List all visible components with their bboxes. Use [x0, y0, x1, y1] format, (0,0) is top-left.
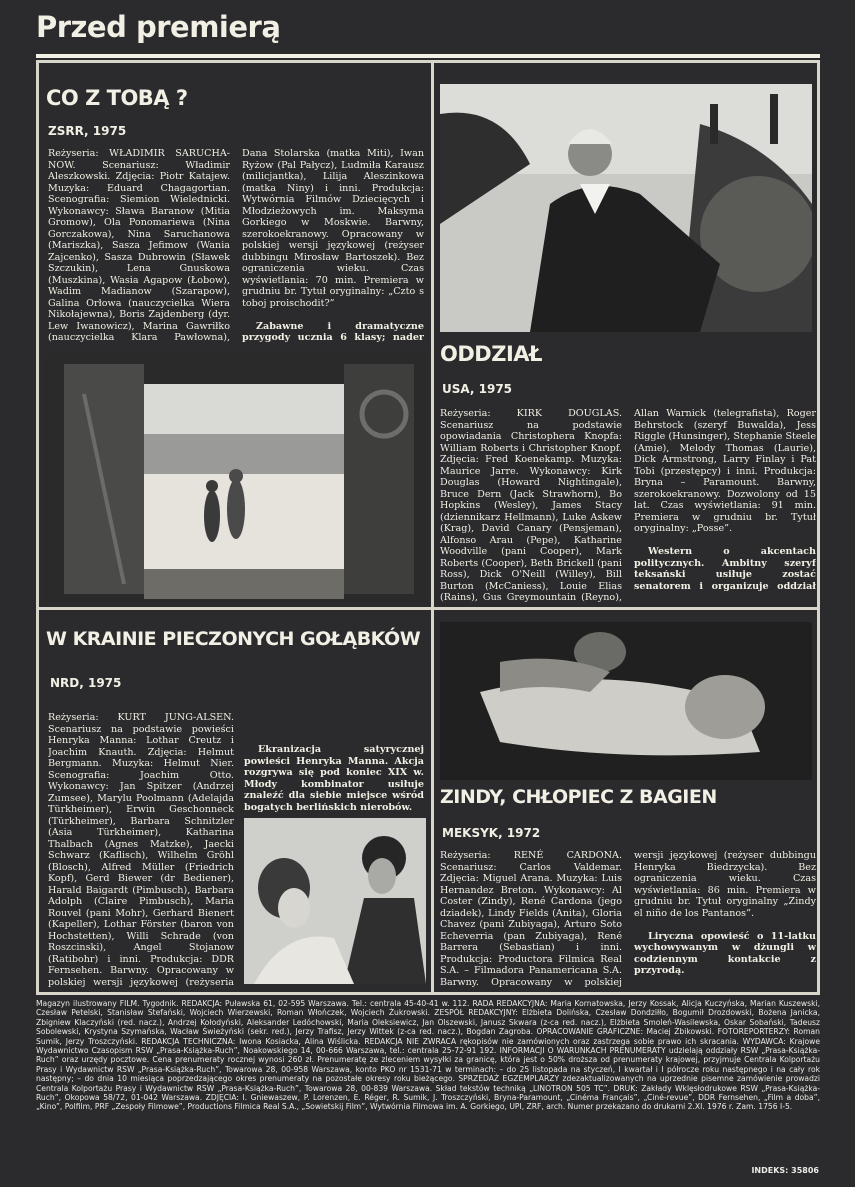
- page-header: Przed premierą: [36, 10, 281, 44]
- article-credits-text: Reżyseria: KURT JUNG-ALSEN. Scenariusz na podstawie powieści Henryka Manna: Lothar Creutz i Joachim Knauth. Zdjęcia: Helmut Bergmann. Muzyka: Helmut Nier. Scenografia: Joachim Otto. Wykonawcy: Jan Spitzer (Andrzej Zumsee), Marylu Poolmann (Adelajda Türkheimer), Erwin Geschonneck (Türkheimer), Barbara Schnitzler (Asia Türkheimer), Katharina Thalbach (Agnes Matzke), Jaecki Schwarz (Kaflisch), Wilhelm Gröhl (Blosch), Alfred Müller (Friedrich Kopf), Gerd Biewer (dr Bediener), Harald Baigardt (Pimbusch), Barbara Adolph (Claire Pimbusch), Maria Rouvel (pani Mohr), Gerhard Bienert (Kapeller), Lothar Förster (baron von Hochstetten), Willi Schrade (von Roszcinski), Angel Stojanow (Ratibohr) i inni. Produkcja: DDR Fernsehen. Barwny. Opracowany w polskiej wersji językowej (reżyseria: [48, 712, 234, 988]
- article-summary: Western o akcentach politycznych. Ambitny szeryf teksański usiłuje zostać senatorem i organizuje oddział: [634, 546, 816, 592]
- article-summary: Liryczna opowieść o 11-latku wychowywanym w dżungli w codziennym kontakcie z przyrodą.: [634, 930, 816, 976]
- article-oddzial: [440, 336, 816, 604]
- article-co-z-toba: [44, 78, 428, 348]
- header-rule: [36, 54, 820, 58]
- article-country-year: MEKSYK, 1972: [442, 826, 541, 840]
- article-credits: [440, 408, 816, 604]
- article-summary: Ekranizacja satyrycznej powieści Henryka Manna. Akcja rozgrywa się pod koniec XIX w. Młody kombinator usiłuje znaleźć dla siebie miejsce wśród bogatych berlińskich nierobów.: [244, 744, 424, 813]
- article-title: ODDZIAŁ: [440, 342, 542, 366]
- divider-horizontal: [36, 607, 820, 610]
- photo-sleeping-boy: [440, 622, 812, 780]
- index-number: INDEKS: 35806: [751, 1166, 819, 1175]
- photo-costume-couple: [244, 818, 426, 984]
- article-title: ZINDY, CHŁOPIEC Z BAGIEN: [440, 786, 717, 808]
- article-country-year: USA, 1975: [442, 382, 513, 396]
- photo-beach-doorway: [44, 354, 428, 602]
- article-title: CO Z TOBĄ ?: [46, 86, 188, 110]
- photo-western-rider: [440, 84, 812, 332]
- article-credits-text: Reżyseria: RENÉ CARDONA. Scenariusz: Carlos Valdemar. Zdjęcia: Miguel Arana. Muzyka: Luis Hernandez Breton. Wykonawcy: Al Coster (Zindy), René Cardona (jego dziadek), Lindy Fields (Anita), Gloria Chavez (pani Zubiyaga), Arturo Soto Echeverria (pan Zubiyaga), René Barrera (Sebastian) i inni. Produkcja: Productora Filmica Real S.A. – Filmadora Panamericana S.A. Barwny. Opracowany w polskiej wersji językowej (reżyser dubbingu Henryka Biedrzycka). Bez ograniczenia wieku. Czas wyświetlania: 86 min. Premiera w grudniu br. Tytuł oryginalny „Zindy el niño de los Pantanos”.: [440, 850, 816, 988]
- article-summary: Zabawne i dramatyczne przygody ucznia 6 klasy; nader: [242, 320, 424, 343]
- imprint-footer: Magazyn ilustrowany FILM. Tygodnik. REDAKCJA: Puławska 61, 02-595 Warszawa. Tel.: centrala 45-40-41 w. 112. RADA REDAKCYJNA: Maria Kornatowska, Jerzy Kossak, Alicja Kuczyńska, Marian Kuszewski, Czesław Petelski, Stanisław Stefański, Wojciech Wierzewski, Roman Włończek, Wojciech Żukrowski. ZESPÓŁ REDAKCYJNY: Elżbieta Dolińska, Czesław Dondziłło, Bogumił Drozdowski, Bożena Janicka, Zbigniew Klaczyński (red. nacz.), Andrzej Kołodyński, Aleksander Ledóchowski, Maria Oleksiewicz, Jan Olszewski, Janusz Skwara (z-ca red. nacz.), Elżbieta Smoleń-Wasilewska, Oskar Sobański, Tadeusz Sobolewski, Krystyna Szymańska, Wacław Świeżyński (sekr. red.), Jerzy Trafisz, Jerzy Wittek (z-ca red. nacz.), Bogdan Zagroba. OPRACOWANIE GRAFICZNE: Maciej Żbikowski. FOTOREPORTERZY: Roman Sumik, Jerzy Troszczyński. REDAKCJA TECHNICZNA: Iwona Kosiacka, Alina Wiślicka. REDAKCJA NIE ZWRACA rękopisów nie zamówionych oraz zastrzega sobie prawo ich skracania. WYDAWCA: Krajowe Wydawnictwo Czasopism RSW „Prasa-Książka-Ruch”, Noakowskiego 14, 00-666 Warszawa, tel.: centrala 25-72-91 192. INFORMACJI O WARUNKACH PRENUMERATY udzielają oddziały RSW „Prasa-Książka-Ruch” oraz urzędy pocztowe. Cena prenumeraty rocznej wynosi 260 zł. Prenumeratę ze zleceniem wysyłki za granicę, która jest o 50% droższa od prenumeraty krajowej, przyjmuje Centrala Kolportażu Prasy i Wydawnictw RSW „Prasa-Książka-Ruch”, Towarowa 28, 00-958 Warszawa, konto PKO nr 1531-71 w terminach: – do 25 listopada na styczeń, I kwartał i I półrocze roku następnego i na cały rok następny; – do dnia 10 miesiąca poprzedzającego okres prenumeraty na pozostałe okresy roku bieżącego. SPRZEDAŻ EGZEMPLARZY zdezaktualizowanych na uprzednie pisemne zamówienie prowadzi Centrala Kolportażu Prasy i Wydawnictw RSW „Prasa-Książka-Ruch”, Towarowa 28, 00-839 Warszawa. Skład tekstów techniką „LINOTRON 505 TC”. DRUK: Zakłady Wklęsłodrukowe RSW „Prasa-Książka-Ruch”, Okopowa 58/72, 01-042 Warszawa. ZDJĘCIA: I. Gniewaszew, P. Lorenzen, E. Réger, R. Sumik, J. Troszczyński, Bryna-Paramount, „Cinéma Français”, „Ciné-revue”, DDR Fernsehen, „Film a doba”, „Kino”, Polfilm, PRF „Zespoły Filmowe”, Productions Filmica Real S.A., „Sowietskij Film”, Wytwórnia Filmowa im. A. Gorkiego, UPI, ZRF, arch. Numer przekazano do drukarni 2.XI. 1976 r. Zam. 1756 I-5.: [36, 999, 820, 1112]
- article-country-year: NRD, 1975: [50, 676, 122, 690]
- article-credits-text: Reżyseria: KIRK DOUGLAS. Scenariusz na podstawie opowiadania Christophera Knopfa: William Roberts i Christopher Knopf. Zdjęcia: Fred Koenekamp. Muzyka: Maurice Jarre. Wykonawcy: Kirk Douglas (Howard Nightingale), Bruce Dern (Jack Strawhorn), Bo Hopkins (Wesley), James Stacy (dziennikarz Hellmann), Luke Askew (Krag), David Canary (Pensjeman), Alfonso Arau (Pepe), Katharine Woodville (pani Cooper), Mark Roberts (Cooper), Beth Brickell (pani Ross), Dick O'Neill (Willey), Bill Burton (McCaniess), Louie Elias (Rains), Gus Greymountain (Reyno), Allan Warnick (telegrafista), Roger Behrstock (szeryf Buwalda), Jess Riggle (Hunsinger), Stephanie Steele (Amie), Melody Thomas (Laurie), Dick Armstrong, Larry Finlay i Pat Tobi (przestępcy) i inni. Produkcja: Bryna – Paramount. Barwny, szerokoekranowy. Dozwolony od 15 lat. Czas wyświetlania: 91 min. Premiera w grudniu br. Tytuł oryginalny: „Posse”.: [440, 408, 816, 603]
- article-zindy: [440, 782, 816, 994]
- article-credits: [48, 712, 234, 988]
- article-credits: [440, 850, 816, 994]
- divider-vertical: [431, 60, 434, 995]
- article-credits-text: Reżyseria: WŁADIMIR SARUCHA-NOW. Scenariusz: Władimir Aleszkowski. Zdjęcia: Piotr Katajew. Muzyka: Eduard Chagagortian. Scenografia: Siemion Wielednicki. Wykonawcy: Sława Baranow (Mitia Gromow), Ola Ponomariewa (Nina Gorczakowa), Nina Saruchanowa (Mariszka), Sasza Jefimow (Wania Zajcenko), Sasza Dubrowin (Sławek Szczukin), Lena Gnuskowa (Muszkina), Wasia Agapow (Łobow), Wadim Madianow (Szarapow), Galina Orłowa (nauczycielka Wiera Nikołajewna), Boris Zajdenberg (dyr. Lew Iwanowicz), Marina Gawriłko (nauczycielka Klara Pawłowna), Dana Stolarska (matka Miti), Iwan Ryżow (Pal Pałycz), Ludmiła Karausz (milicjantka), Lilija Aleszinkowa (matka Niny) i inni. Produkcja: Wytwórnia Filmów Dziecięcych i Młodzieżowych im. Maksyma Gorkiego w Moskwie. Barwny, szerokoekranowy. Opracowany w polskiej wersji językowej (reżyser dubbingu Mirosław Bartoszek). Bez ograniczenia wieku. Czas wyświetlania: 70 min. Premiera w grudniu br. Tytuł oryginalny: „Czto s toboj proischodit?”: [48, 148, 424, 343]
- article-title: W KRAINIE PIECZONYCH GOŁĄBKÓW: [46, 628, 421, 650]
- article-country-year: ZSRR, 1975: [48, 124, 127, 138]
- article-credits: [48, 148, 424, 346]
